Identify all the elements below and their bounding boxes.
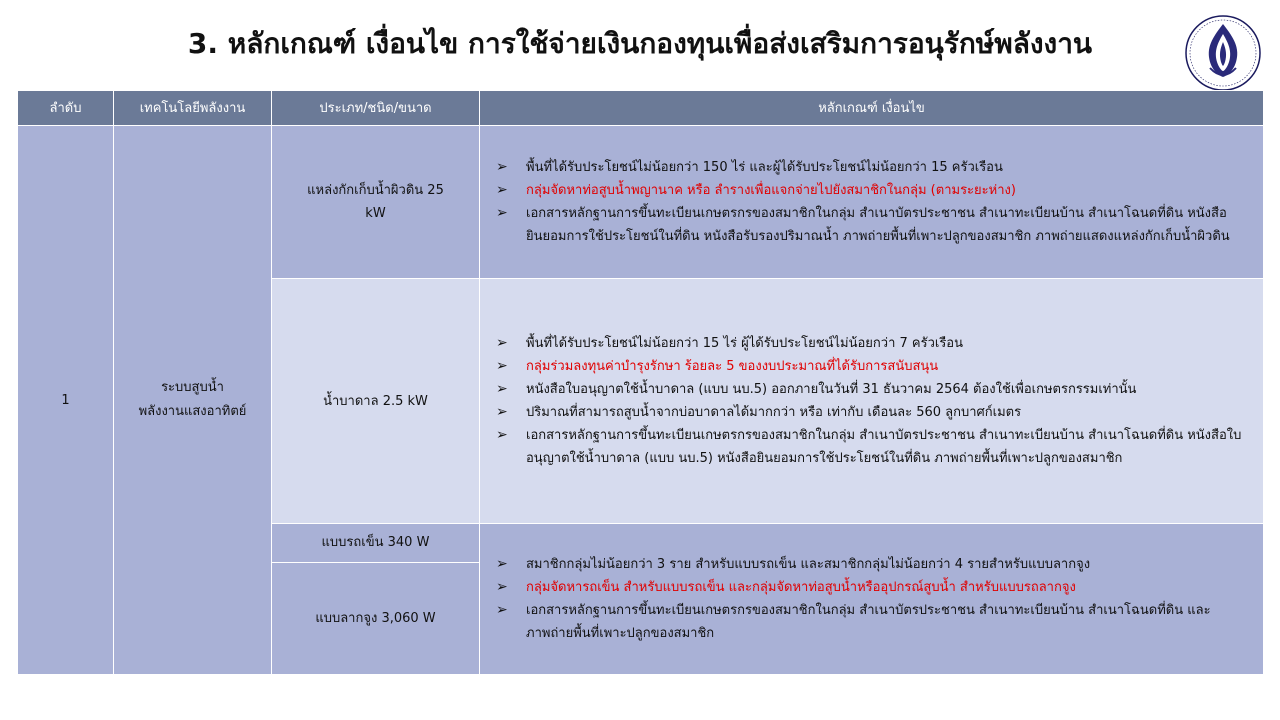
criteria-cell-groundwater xyxy=(480,279,1264,524)
criteria-item: ➢ พื้นที่ได้รับประโยชน์ไม่น้อยกว่า 15 ไร่ ผู้ได้รับประโยชน์ไม่น้อยกว่า 7 ครัวเรือน xyxy=(496,332,1253,355)
criteria-item: ➢ หนังสือใบอนุญาตใช้น้ำบาดาล (แบบ นบ.5) ออกภายในวันที่ 31 ธันวาคม 2564 ต้องใช้เพื่อเกษตรกรรมเท่านั้น xyxy=(496,378,1253,401)
row-number: 1 xyxy=(18,126,114,675)
header-technology: เทคโนโลยีพลังงาน xyxy=(114,91,272,126)
criteria-list xyxy=(480,549,1263,649)
technology-line-1: ระบบสูบน้ำ xyxy=(161,380,224,395)
bullet-arrow-icon: ➢ xyxy=(496,601,508,618)
bullet-arrow-icon: ➢ xyxy=(496,381,508,398)
type-label: แหล่งกักเก็บน้ำผิวดิน 25 xyxy=(307,183,444,199)
header-type: ประเภท/ชนิด/ขนาด xyxy=(272,91,480,126)
bullet-arrow-icon: ➢ xyxy=(496,335,508,352)
criteria-item: ➢ เอกสารหลักฐานการขึ้นทะเบียนเกษตรกรของสมาชิกในกลุ่ม สำเนาบัตรประชาชน สำเนาทะเบียนบ้าน สำเนาโฉนดที่ดิน หนังสือยินยอมการใช้ประโยชน์ในที่ดิน หนังสือรับรองปริมาณน้ำ ภาพถ่ายพื้นที่เพาะปลูกของสมาชิก ภาพถ่ายแสดงแหล่งกักเก็บน้ำผิวดิน xyxy=(496,202,1253,248)
bullet-arrow-icon: ➢ xyxy=(496,427,508,444)
bullet-arrow-icon: ➢ xyxy=(496,555,508,572)
bullet-arrow-icon: ➢ xyxy=(496,358,508,375)
criteria-item: ➢ ปริมาณที่สามารถสูบน้ำจากบ่อบาดาลได้มากกว่า หรือ เท่ากับ เดือนละ 560 ลูกบาศก์เมตร xyxy=(496,401,1253,424)
criteria-item: ➢ กลุ่มจัดหาท่อสูบน้ำพญานาค หรือ ลำรางเพื่อแจกจ่ายไปยังสมาชิกในกลุ่ม (ตามระยะห่าง) xyxy=(496,179,1253,202)
bullet-arrow-icon: ➢ xyxy=(496,205,508,222)
bullet-arrow-icon: ➢ xyxy=(496,182,508,199)
type-label: แบบรถเข็น 340 W xyxy=(321,535,430,551)
type-cell-surface-water xyxy=(272,126,480,279)
type-label: แบบลากจูง 3,060 W xyxy=(315,610,436,626)
technology-line-2: พลังงานแสงอาทิตย์ xyxy=(138,404,247,419)
flame-logo-icon xyxy=(1182,12,1264,94)
technology-cell xyxy=(114,126,272,675)
type-cell-groundwater xyxy=(272,279,480,524)
criteria-list xyxy=(480,328,1263,474)
criteria-list xyxy=(480,152,1263,252)
header-no: ลำดับ xyxy=(18,91,114,126)
criteria-item: ➢ เอกสารหลักฐานการขึ้นทะเบียนเกษตรกรของสมาชิกในกลุ่ม สำเนาบัตรประชาชน สำเนาทะเบียนบ้าน สำเนาโฉนดที่ดิน หนังสือใบอนุญาตใช้น้ำบาดาล (แบบ นบ.5) หนังสือยินยอมการใช้ประโยชน์ในที่ดิน ภาพถ่ายพื้นที่เพาะปลูกของสมาชิก xyxy=(496,424,1253,470)
bullet-arrow-icon: ➢ xyxy=(496,578,508,595)
criteria-item: ➢ กลุ่มร่วมลงทุนค่าบำรุงรักษา ร้อยละ 5 ของงบประมาณที่ได้รับการสนับสนุน xyxy=(496,355,1253,378)
bullet-arrow-icon: ➢ xyxy=(496,404,508,421)
type-label-unit: kW xyxy=(365,206,386,222)
criteria-item: ➢ พื้นที่ได้รับประโยชน์ไม่น้อยกว่า 150 ไร่ และผู้ได้รับประโยชน์ไม่น้อยกว่า 15 ครัวเรือน xyxy=(496,156,1253,179)
type-label: น้ำบาดาล 2.5 kW xyxy=(323,393,428,409)
bullet-arrow-icon: ➢ xyxy=(496,159,508,176)
criteria-cell-mobile xyxy=(480,523,1264,674)
criteria-item: ➢ กลุ่มจัดหารถเข็น สำหรับแบบรถเข็น และกลุ่มจัดหาท่อสูบน้ำหรืออุปกรณ์สูบน้ำ สำหรับแบบรถลากจูง xyxy=(496,576,1253,599)
criteria-item: ➢ สมาชิกกลุ่มไม่น้อยกว่า 3 ราย สำหรับแบบรถเข็น และสมาชิกกลุ่มไม่น้อยกว่า 4 รายสำหรับแบบลากจูง xyxy=(496,553,1253,576)
criteria-table xyxy=(17,90,1264,675)
criteria-cell-surface-water xyxy=(480,126,1264,279)
type-cell-cart xyxy=(272,523,480,562)
header-criteria: หลักเกณฑ์ เงื่อนไข xyxy=(480,91,1264,126)
type-cell-trailer xyxy=(272,562,480,674)
criteria-item: ➢ เอกสารหลักฐานการขึ้นทะเบียนเกษตรกรของสมาชิกในกลุ่ม สำเนาบัตรประชาชน สำเนาทะเบียนบ้าน สำเนาโฉนดที่ดิน และภาพถ่ายพื้นที่เพาะปลูกของสมาชิก xyxy=(496,599,1253,645)
page-title: 3. หลักเกณฑ์ เงื่อนไข การใช้จ่ายเงินกองทุนเพื่อส่งเสริมการอนุรักษ์พลังงาน xyxy=(187,27,1093,60)
